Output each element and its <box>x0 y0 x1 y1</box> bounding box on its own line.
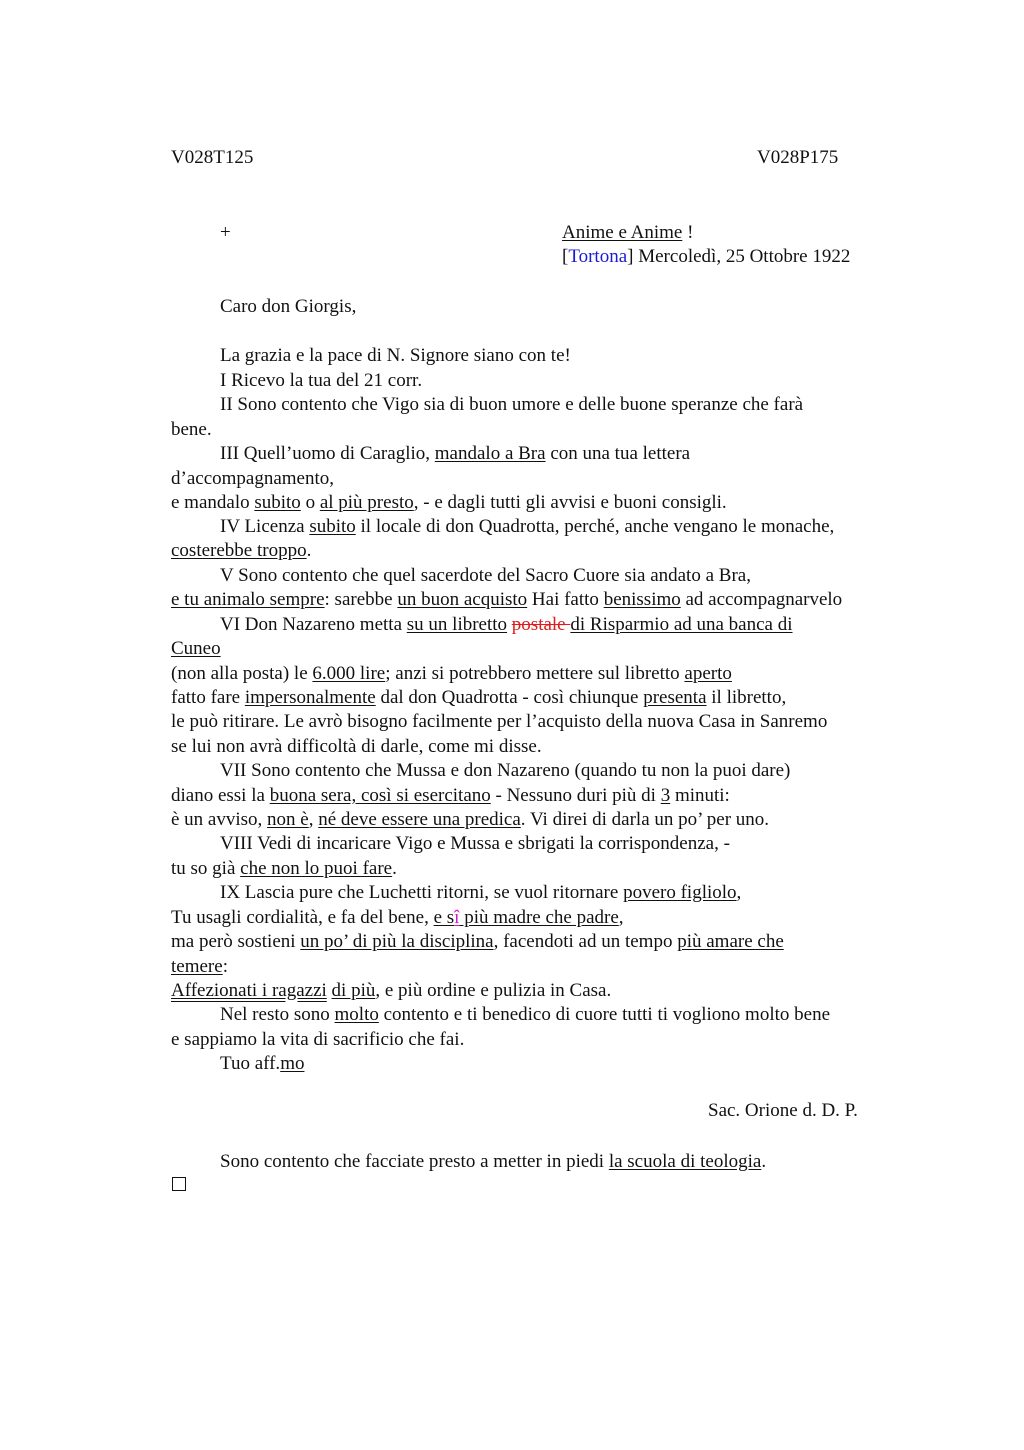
body-line: le può ritirare. Le avrò bisogno facilmente per l’acquisto della nuova Casa in Sanremo <box>171 711 828 732</box>
body-line: IV Licenza subito il locale di don Quadrotta, perché, anche vengano le monache, <box>220 516 835 537</box>
closing: Tuo aff.mo <box>220 1053 305 1074</box>
header-left-code: V028T125 <box>171 147 254 168</box>
body-line: V Sono contento che quel sacerdote del Sacro Cuore sia andato a Bra, <box>220 565 751 586</box>
place-name: Tortona <box>568 246 628 267</box>
body-line: è un avviso, non è, né deve essere una predica. Vi direi di darla un po’ per uno. <box>171 809 770 830</box>
body-line: VII Sono contento che Mussa e don Nazareno (quando tu non la puoi dare) <box>220 760 791 781</box>
body-line: Nel resto sono molto contento e ti benedico di cuore tutti ti vogliono molto bene <box>220 1004 831 1025</box>
cross-mark: + <box>220 222 231 243</box>
motto <box>562 222 693 244</box>
body-line: (non alla posta) le 6.000 lire; anzi si potrebbero mettere sul libretto aperto <box>171 663 732 684</box>
body-line: II Sono contento che Vigo sia di buon umore e delle buone speranze che farà <box>220 394 804 415</box>
motto-text: Anime e Anime <box>562 222 683 243</box>
place-date: [Tortona] Mercoledì, 25 Ottobre 1922 <box>562 246 851 267</box>
body-line: ma però sostieni un po’ di più la disciplina, facendoti ad un tempo più amare che <box>171 931 784 952</box>
body-line: tu so già che non lo puoi fare. <box>171 858 397 879</box>
body-line: temere: <box>171 956 228 977</box>
body-line: d’accompagnamento, <box>171 468 335 489</box>
body-line: VI Don Nazareno metta su un libretto postale di Risparmio ad una banca di <box>220 614 793 635</box>
letter-date: Mercoledì, 25 Ottobre 1922 <box>638 246 851 267</box>
motto-exclamation: ! <box>682 222 694 243</box>
body-line: IX Lascia pure che Luchetti ritorni, se vuol ritornare povero figliolo, <box>220 882 742 903</box>
body-line: Affezionati i ragazzi di più, e più ordine e pulizia in Casa. <box>171 980 612 1001</box>
signature: Sac. Orione d. D. P. <box>708 1100 858 1121</box>
deleted-word: postale <box>511 614 571 635</box>
header-right-code: V028P175 <box>757 147 839 168</box>
postscript: Sono contento che facciate presto a metter in piedi la scuola di teologia. <box>220 1151 767 1172</box>
inserted-accent: î <box>454 907 460 928</box>
body-line: se lui non avrà difficoltà di darle, come mi disse. <box>171 736 542 757</box>
body-line: diano essi la buona sera, così si esercitano - Nessuno duri più di 3 minuti: <box>171 785 730 806</box>
salutation: Caro don Giorgis, <box>220 296 357 317</box>
body-line: bene. <box>171 419 212 440</box>
body-line: Cuneo <box>171 638 221 659</box>
body-line: costerebbe troppo. <box>171 540 312 561</box>
body-line: La grazia e la pace di N. Signore siano con te! <box>220 345 571 366</box>
body-line: e tu animalo sempre: sarebbe un buon acquisto Hai fatto benissimo ad accompagnarvelo <box>171 589 843 610</box>
empty-square-symbol <box>172 1177 186 1191</box>
body-line: III Quell’uomo di Caraglio, mandalo a Bra con una tua lettera <box>220 443 691 464</box>
body-line: e mandalo subito o al più presto, - e dagli tutti gli avvisi e buoni consigli. <box>171 492 727 513</box>
body-line: e sappiamo la vita di sacrificio che fai. <box>171 1029 465 1050</box>
body-line: Tu usagli cordialità, e fa del bene, e sî più madre che padre, <box>171 907 624 928</box>
body-line: I Ricevo la tua del 21 corr. <box>220 370 423 391</box>
body-line: fatto fare impersonalmente dal don Quadrotta - così chiunque presenta il libretto, <box>171 687 787 708</box>
body-line: VIII Vedi di incaricare Vigo e Mussa e sbrigati la corrispondenza, - <box>220 833 730 854</box>
